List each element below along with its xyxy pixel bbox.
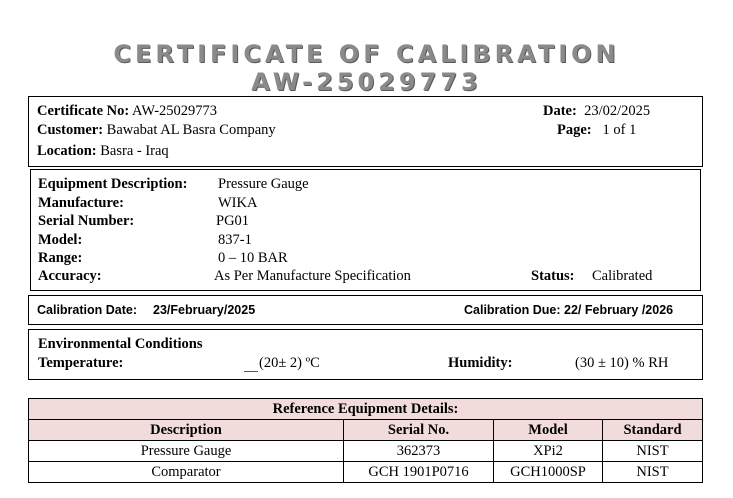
page-label: Page:	[557, 122, 592, 138]
calibration-date-value: 23/February/2025	[153, 303, 256, 317]
cell-serial: GCH 1901P0716	[344, 462, 494, 483]
manufacture-label: Manufacture:	[38, 195, 124, 211]
table-row	[29, 462, 703, 483]
reference-table-title-row	[29, 399, 703, 420]
model-label: Model:	[38, 232, 83, 248]
status-value: Calibrated	[592, 268, 653, 284]
column-header-standard: Standard	[603, 420, 703, 441]
customer-value: Bawabat AL Basra Company	[106, 122, 276, 138]
environment-heading: Environmental Conditions	[38, 336, 203, 352]
equipment-description-value: Pressure Gauge	[218, 176, 309, 192]
status-label: Status:	[531, 268, 575, 284]
certificate-number-title: AW-25029773	[251, 68, 482, 96]
page-value: 1 of 1	[602, 122, 637, 138]
manufacture-value: WIKA	[218, 195, 258, 211]
serial-number-value: PG01	[216, 213, 250, 229]
cell-standard: NIST	[603, 462, 703, 483]
cell-description: Comparator	[29, 462, 344, 483]
column-header-description: Description	[29, 420, 344, 441]
location-value: Basra - Iraq	[100, 143, 169, 159]
column-header-serial: Serial No.	[344, 420, 494, 441]
certificate-no-label: Certificate No:	[37, 103, 130, 119]
cell-standard: NIST	[603, 441, 703, 462]
accuracy-label: Accuracy:	[38, 268, 102, 284]
cell-serial: 362373	[344, 441, 494, 462]
certificate-title: CERTIFICATE OF CALIBRATION	[113, 40, 620, 68]
equipment-description-label: Equipment Description:	[38, 176, 188, 192]
serial-number-label: Serial Number:	[38, 213, 135, 229]
calibration-date-label: Calibration Date:	[37, 303, 138, 317]
date-value: 23/02/2025	[584, 103, 651, 119]
location-label: Location:	[37, 143, 97, 159]
temperature-row	[244, 355, 320, 372]
reference-equipment-table	[28, 398, 703, 483]
date-row	[543, 103, 650, 120]
customer-row	[37, 122, 276, 139]
certificate-no-row	[37, 103, 217, 120]
table-row	[29, 441, 703, 462]
cell-description: Pressure Gauge	[29, 441, 344, 462]
temperature-value: (20± 2) ºC	[259, 355, 320, 371]
column-header-model: Model	[494, 420, 603, 441]
reference-table-header-row	[29, 420, 703, 441]
location-row	[37, 143, 169, 160]
temperature-label: Temperature:	[38, 355, 124, 371]
cell-model: XPi2	[494, 441, 603, 462]
range-value: 0 – 10 BAR	[218, 250, 288, 266]
date-label: Date:	[543, 103, 577, 119]
range-label: Range:	[38, 250, 83, 266]
certificate-no-value: AW-25029773	[132, 103, 218, 119]
page-row	[557, 122, 636, 139]
cell-model: GCH1000SP	[494, 462, 603, 483]
text-cursor-marker	[244, 357, 258, 372]
calibration-due-text: Calibration Due: 22/ February /2026	[464, 303, 674, 317]
humidity-label: Humidity:	[448, 355, 513, 371]
humidity-value: (30 ± 10) % RH	[575, 355, 669, 371]
customer-label: Customer:	[37, 122, 104, 138]
reference-table-heading: Reference Equipment Details:	[29, 399, 703, 420]
model-value: 837-1	[218, 232, 252, 248]
accuracy-value: As Per Manufacture Specification	[214, 268, 411, 284]
